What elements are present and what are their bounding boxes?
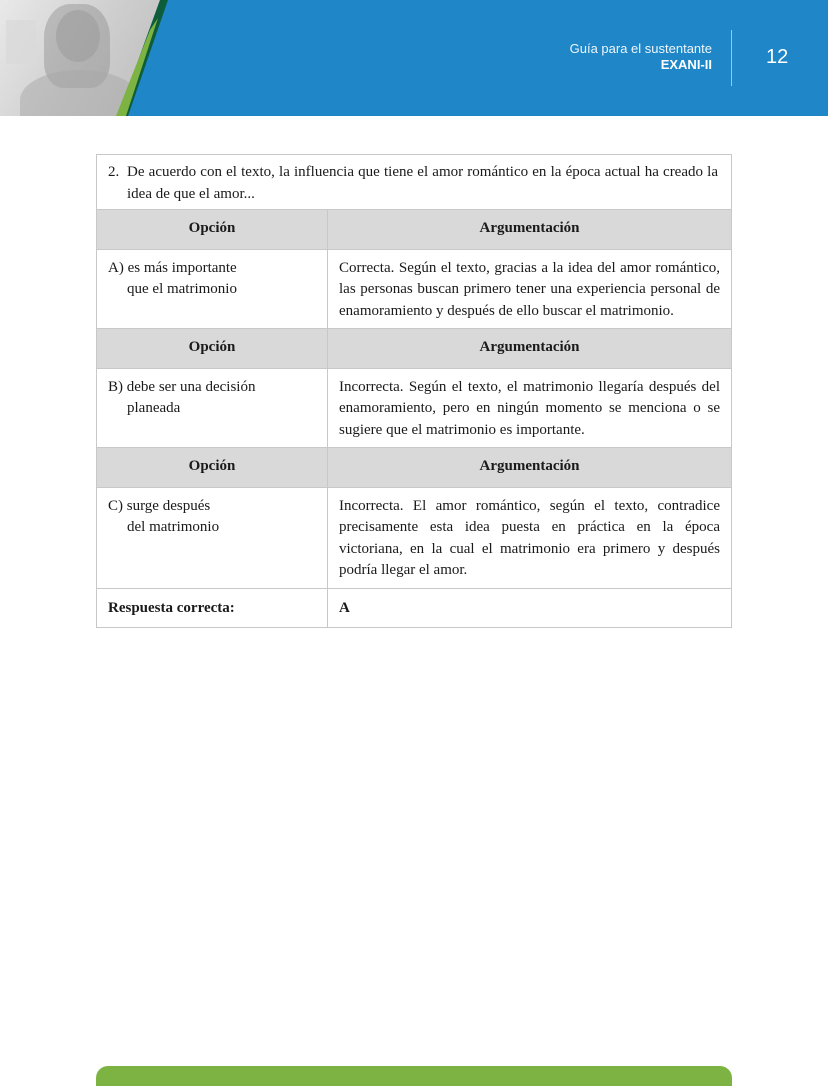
argument-cell: Incorrecta. El amor romántico, según el texto, contradice precisamente esta idea puesta en práctica en la época victoriana, en la cual el matrimonio era primero y después podría llegar el amor. xyxy=(328,487,732,588)
guide-title: Guía para el sustentante xyxy=(569,41,712,56)
option-label: B) debe ser una decisión xyxy=(108,378,256,395)
option-label: C) surge después xyxy=(108,497,211,514)
column-header-argument: Argumentación xyxy=(328,210,732,250)
answer-label: Respuesta correcta: xyxy=(97,588,328,628)
question-cell xyxy=(97,155,732,210)
table-header-row xyxy=(97,329,732,369)
question-row xyxy=(97,155,732,210)
photo-monitor xyxy=(6,20,36,64)
table-header-row xyxy=(97,210,732,250)
answer-row xyxy=(97,588,732,628)
option-label-continued: del matrimonio xyxy=(127,519,220,535)
page-header xyxy=(0,0,828,116)
table-row xyxy=(97,368,732,448)
table-row xyxy=(97,249,732,329)
footer-bar xyxy=(96,1066,732,1086)
header-title-block xyxy=(570,41,712,73)
page-number: 12 xyxy=(766,46,789,68)
table-row xyxy=(97,487,732,588)
column-header-argument: Argumentación xyxy=(328,329,732,369)
option-label: A) es más importante xyxy=(108,259,237,276)
option-cell xyxy=(97,368,328,448)
column-header-argument: Argumentación xyxy=(328,448,732,488)
photo-face xyxy=(56,10,100,62)
column-header-option: Opción xyxy=(97,210,328,250)
question-table xyxy=(96,154,732,628)
column-header-option: Opción xyxy=(97,448,328,488)
option-cell xyxy=(97,487,328,588)
option-cell xyxy=(97,249,328,329)
option-label-continued: que el matrimonio xyxy=(127,281,237,297)
header-divider xyxy=(731,30,732,86)
column-header-option: Opción xyxy=(97,329,328,369)
answer-value: A xyxy=(328,588,732,628)
table-header-row xyxy=(97,448,732,488)
argument-cell: Correcta. Según el texto, gracias a la idea del amor romántico, las personas buscan primero tener una experiencia personal de enamoramiento y después de ello buscar el matrimonio. xyxy=(328,249,732,329)
question-text: De acuerdo con el texto, la influencia que tiene el amor romántico en la época actual ha creado la idea de que el amor... xyxy=(127,164,718,202)
question-number: 2. xyxy=(108,164,120,180)
option-label-continued: planeada xyxy=(127,400,181,416)
exam-name: EXANI-II xyxy=(660,57,712,72)
argument-cell: Incorrecta. Según el texto, el matrimonio llegaría después del enamoramiento, pero en ningún momento se menciona o se sugiere que el matrimonio es importante. xyxy=(328,368,732,448)
